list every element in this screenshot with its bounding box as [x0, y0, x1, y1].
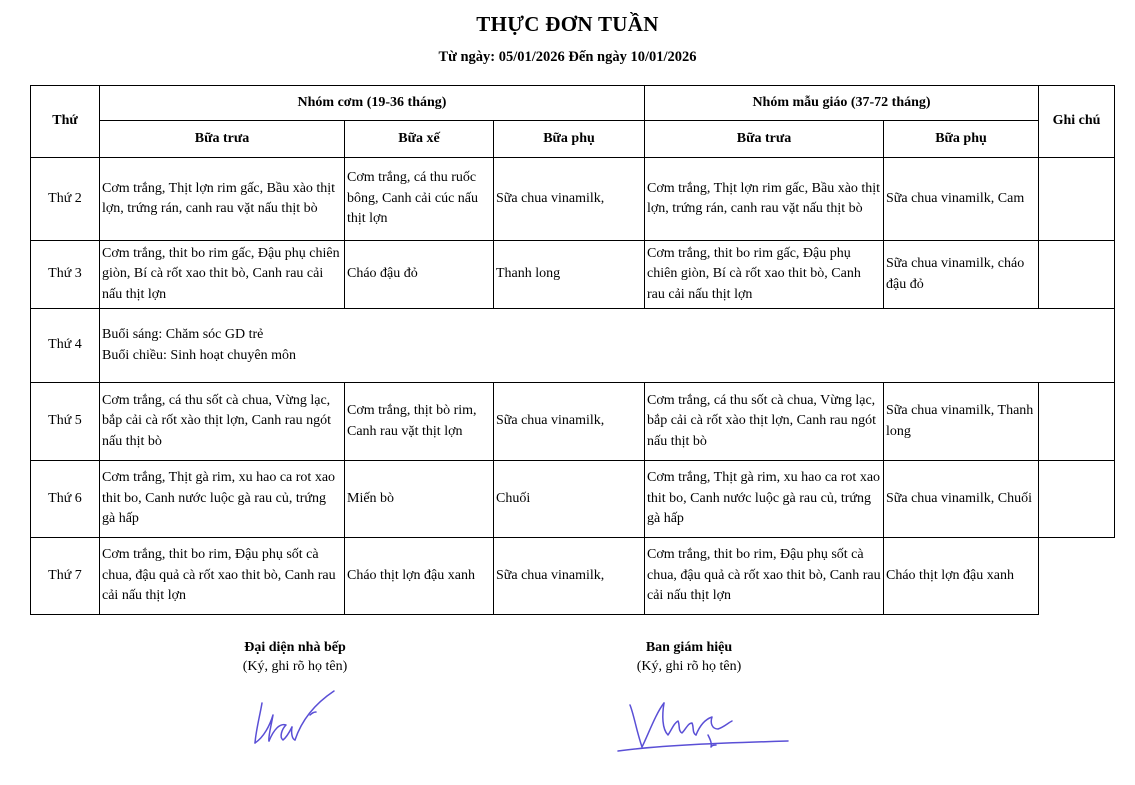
note-cell-empty	[1039, 538, 1115, 615]
day-cell: Thứ 5	[31, 383, 100, 461]
g2-lunch-cell: Cơm trắng, thit bo rim gấc, Đậu phụ chiên giòn, Bí cà rốt xao thit bò, Canh rau cải nấu thịt lợn	[645, 241, 884, 309]
kitchen-signature-block	[195, 640, 395, 675]
g1-lunch-cell: Cơm trắng, cá thu sốt cà chua, Vừng lạc, bắp cải cà rốt xào thịt lợn, Canh rau ngót nấu thịt bò	[100, 383, 345, 461]
kitchen-role: Đại diện nhà bếp	[244, 640, 346, 655]
table-row	[31, 309, 1115, 383]
g1-extra-cell: Sữa chua vinamilk,	[494, 158, 645, 241]
board-role: Ban giám hiệu	[645, 640, 733, 655]
g2-extra-cell: Sữa chua vinamilk, Chuối	[884, 461, 1039, 538]
g1-lunch-cell: Cơm trắng, thit bo rim, Đậu phụ sốt cà chua, đậu quả cà rốt xao thit bò, Canh rau cải nấu thịt lợn	[100, 538, 345, 615]
g1-lunch-cell: Cơm trắng, Thịt gà rim, xu hao ca rot xao thit bo, Canh nước luộc gà rau củ, trứng gà hấp	[100, 461, 345, 538]
g1-lunch-cell: Cơm trắng, thit bo rim gấc, Đậu phụ chiên giòn, Bí cà rốt xao thit bò, Canh rau cải nấu thịt lợn	[100, 241, 345, 309]
merged-activity-cell	[100, 309, 1115, 383]
page-title: THỰC ĐƠN TUẦN	[476, 12, 659, 36]
g1-extra-cell: Chuối	[494, 461, 645, 538]
date-range: Từ ngày: 05/01/2026 Đến ngày 10/01/2026	[438, 49, 697, 65]
board-sign-note: (Ký, ghi rõ họ tên)	[636, 659, 742, 674]
g1-lunch-cell: Cơm trắng, Thịt lợn rim gấc, Bầu xào thịt lợn, trứng rán, canh rau vặt nấu thịt bò	[100, 158, 345, 241]
board-signature-block	[589, 640, 789, 675]
day-cell: Thứ 6	[31, 461, 100, 538]
kitchen-handwritten-signature	[248, 685, 343, 750]
weekly-menu-table	[30, 85, 1115, 615]
g1-snack-cell: Cơm trắng, thịt bò rim, Canh rau vặt thịt lợn	[345, 383, 494, 461]
g2-extra-cell: Sữa chua vinamilk, Thanh long	[884, 383, 1039, 461]
g2-lunch-cell: Cơm trắng, thit bo rim, Đậu phụ sốt cà chua, đậu quả cà rốt xao thit bò, Canh rau cải nấu thịt lợn	[645, 538, 884, 615]
table-row	[31, 158, 1115, 241]
g2-lunch-cell: Cơm trắng, Thịt lợn rim gấc, Bầu xào thịt lợn, trứng rán, canh rau vặt nấu thịt bò	[645, 158, 884, 241]
day-cell: Thứ 4	[31, 309, 100, 383]
table-row	[31, 538, 1115, 615]
g1-extra-cell: Sữa chua vinamilk,	[494, 538, 645, 615]
note-cell	[1039, 383, 1115, 461]
g2-lunch-cell: Cơm trắng, Thịt gà rim, xu hao ca rot xao thit bo, Canh nước luộc gà rau củ, trứng gà hấp	[645, 461, 884, 538]
g2-lunch-cell: Cơm trắng, cá thu sốt cà chua, Vừng lạc, bắp cải cà rốt xào thịt lợn, Canh rau ngót nấu thịt bò	[645, 383, 884, 461]
note-cell	[1039, 241, 1115, 309]
g1-extra-cell: Thanh long	[494, 241, 645, 309]
morning-activity: Buổi sáng: Chăm sóc GD trẻ	[102, 327, 264, 342]
g2-extra-cell: Sữa chua vinamilk, Cam	[884, 158, 1039, 241]
day-cell: Thứ 3	[31, 241, 100, 309]
g2-extra-cell: Sữa chua vinamilk, cháo đậu đỏ	[884, 241, 1039, 309]
header-g2-extra: Bữa phụ	[884, 121, 1039, 158]
table-row	[31, 461, 1115, 538]
header-group-toddler: Nhóm cơm (19-36 tháng)	[100, 86, 645, 121]
header-g1-extra: Bữa phụ	[494, 121, 645, 158]
g1-snack-cell: Miến bò	[345, 461, 494, 538]
header-note: Ghi chú	[1039, 86, 1115, 158]
note-cell	[1039, 461, 1115, 538]
note-cell	[1039, 158, 1115, 241]
board-handwritten-signature	[612, 695, 797, 760]
kitchen-sign-note: (Ký, ghi rõ họ tên)	[242, 659, 348, 674]
header-group-preschool: Nhóm mẫu giáo (37-72 tháng)	[645, 86, 1039, 121]
g1-snack-cell: Cháo đậu đỏ	[345, 241, 494, 309]
g2-extra-cell: Cháo thịt lợn đậu xanh	[884, 538, 1039, 615]
header-g1-lunch: Bữa trưa	[100, 121, 345, 158]
header-g2-lunch: Bữa trưa	[645, 121, 884, 158]
table-row	[31, 383, 1115, 461]
day-cell: Thứ 7	[31, 538, 100, 615]
g1-extra-cell: Sữa chua vinamilk,	[494, 383, 645, 461]
header-day: Thứ	[31, 86, 100, 158]
afternoon-activity: Buổi chiều: Sinh hoạt chuyên môn	[102, 347, 297, 363]
g1-snack-cell: Cơm trắng, cá thu ruốc bông, Canh cải cúc nấu thịt lợn	[345, 158, 494, 241]
day-cell: Thứ 2	[31, 158, 100, 241]
g1-snack-cell: Cháo thịt lợn đậu xanh	[345, 538, 494, 615]
table-row	[31, 241, 1115, 309]
header-g1-snack: Bữa xế	[345, 121, 494, 158]
